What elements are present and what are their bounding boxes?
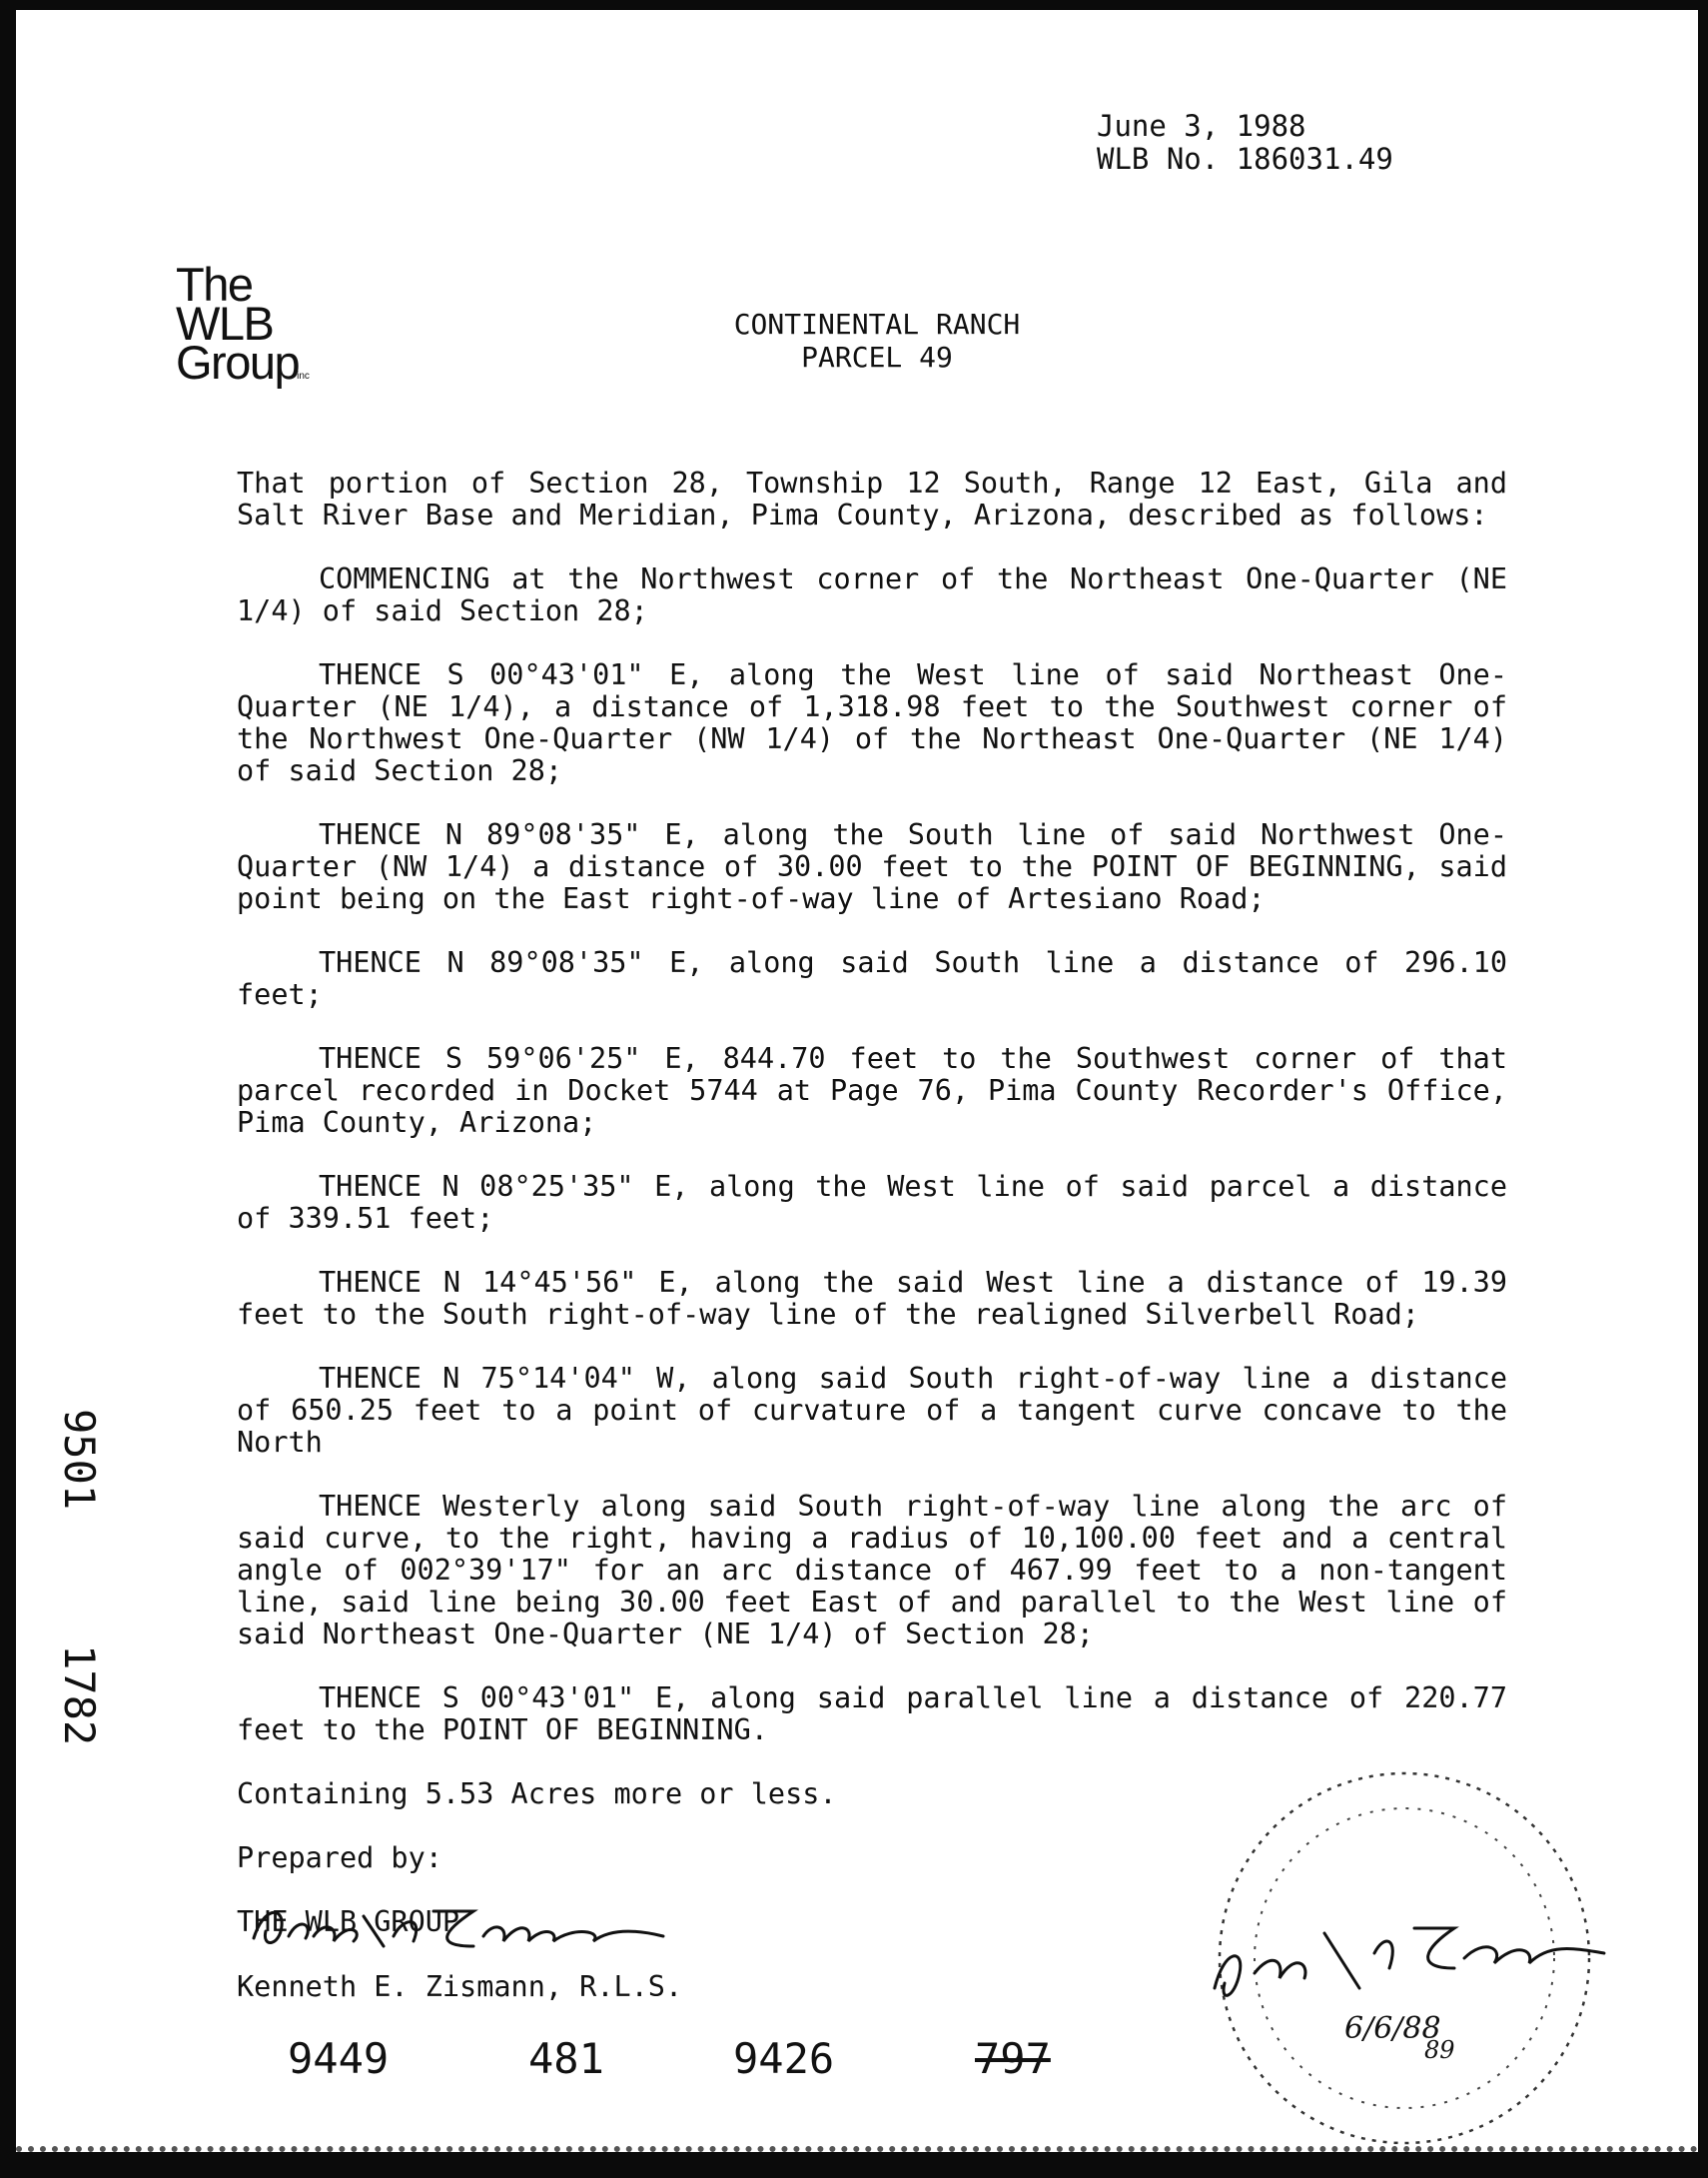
acreage-statement: Containing 5.53 Acres more or less. [237,1777,837,1810]
course-paragraph: THENCE N 75°14'04" W, along said South right-of-way line a distance of 650.25 feet to a point of curvature of a tangent curve concave to the North [237,1362,1507,1459]
prepared-by-label: Prepared by: [237,1841,442,1874]
title-line-1: CONTINENTAL RANCH [733,308,1021,341]
preparer-company: THE WLB GROUP [237,1905,460,1938]
course-paragraph: THENCE S 00°43'01" E, along the West line of said Northeast One-Quarter (NE 1/4), a distance of 1,318.98 feet to the Southwest corner of the Northwest One-Quarter (NW 1/4) of the Northeast One-Quarter (NE 1/4) of said Section 28; [237,658,1507,787]
course-paragraph: THENCE N 89°08'35" E, along the South line of said Northwest One-Quarter (NW 1/4) a distance of 30.00 feet to the POINT OF BEGINNING, said point being on the East right-of-way line of Artesiano Road; [237,818,1507,915]
surveyor-seal [1185,1758,1624,2178]
document-title [16,308,1698,374]
commencing-paragraph: COMMENCING at the Northwest corner of the Northeast One-Quarter (NE 1/4) of said Section 28; [237,562,1507,627]
wlb-number: WLB No. 186031.49 [1097,142,1393,176]
handwritten-signature [244,1886,683,1966]
course-paragraph: THENCE N 14°45'56" E, along the said West line a distance of 19.39 feet to the South right-of-way line of the realigned Silverbell Road; [237,1266,1507,1331]
signer-name: Kenneth E. Zismann, R.L.S. [237,1970,683,2003]
bottom-number: 9449 [288,2034,390,2083]
title-line-2: PARCEL 49 [801,341,953,374]
document-page [16,10,1698,2152]
margin-number: 9501 [55,1409,104,1511]
document-date: June 3, 1988 [1097,109,1306,143]
logo-line-wlb: WLB [176,297,274,350]
logo-line-group: Group [176,336,300,389]
seal-year: 89 [1424,2036,1455,2064]
closing-course-paragraph: THENCE S 00°43'01" E, along said parallel line a distance of 220.77 feet to the POINT OF BEGINNING. [237,1681,1507,1746]
course-paragraph: THENCE N 89°08'35" E, along said South line a distance of 296.10 feet; [237,946,1507,1011]
intro-paragraph: That portion of Section 28, Township 12 South, Range 12 East, Gila and Salt River Base and Meridian, Pima County, Arizona, described as follows: [237,467,1507,532]
margin-number: 1782 [55,1644,104,1746]
logo-inc: inc [297,371,310,382]
bottom-number-struck: 797 [975,2034,1051,2083]
margin-stamp-numbers [46,1409,106,1788]
header-block [1097,110,1393,176]
logo-line-the: The [176,258,253,311]
legal-description [237,468,1507,1970]
course-paragraph: THENCE N 08°25'35" E, along the West line of said parcel a distance of 339.51 feet; [237,1170,1507,1235]
bottom-number: 481 [528,2034,604,2083]
course-paragraph: THENCE S 59°06'25" E, 844.70 feet to the Southwest corner of that parcel recorded in Docket 5744 at Page 76, Pima County Recorder's Office, Pima County, Arizona; [237,1042,1507,1139]
bottom-number: 9426 [733,2034,835,2083]
seal-date: 6/6/88 [1344,2011,1441,2046]
curve-paragraph: THENCE Westerly along said South right-of-way line along the arc of said curve, to the right, having a radius of 10,100.00 feet and a central angle of 002°39'17" for an arc distance of 467.99 feet to a non-tangent line, said line being 30.00 feet East of and parallel to the West line of said Northeast One-Quarter (NE 1/4) of Section 28; [237,1490,1507,1650]
